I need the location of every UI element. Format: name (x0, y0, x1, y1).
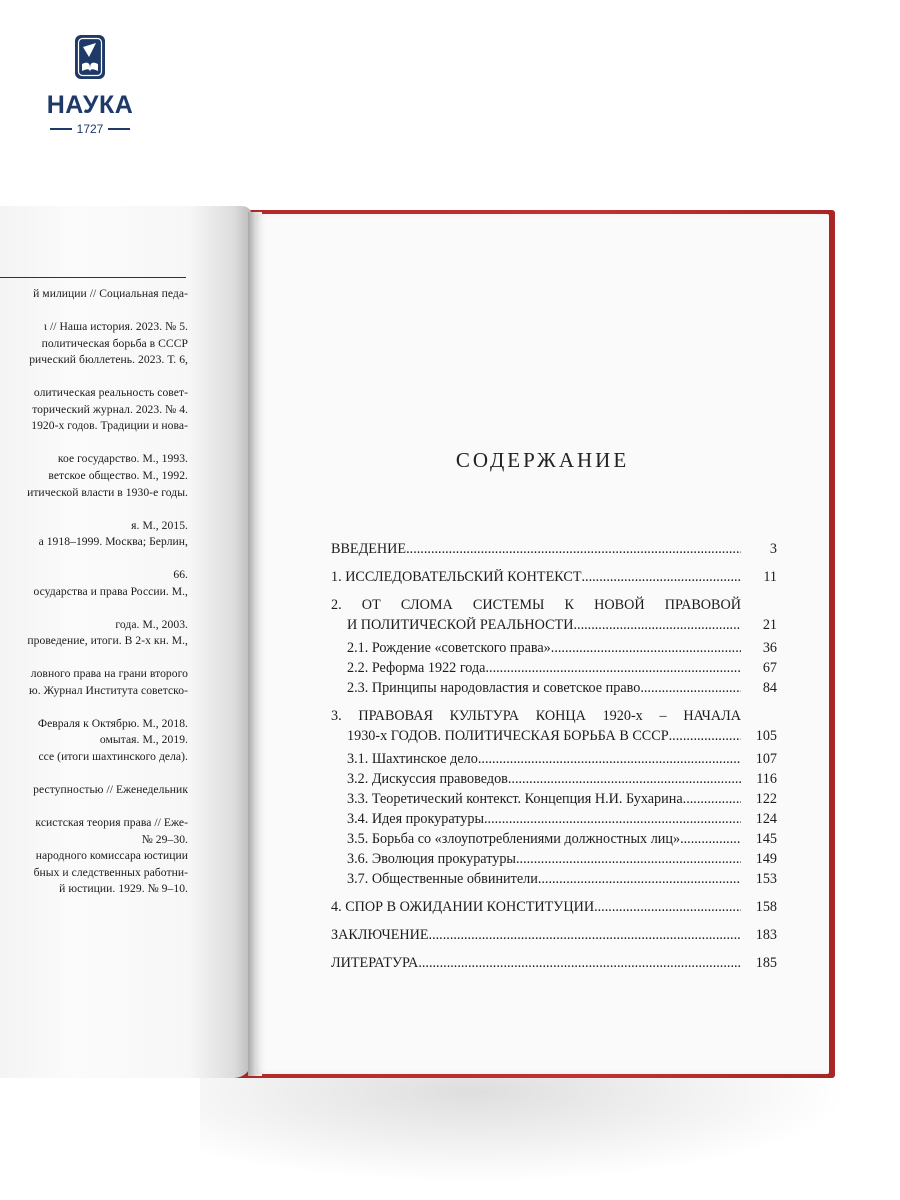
toc-title-cell (347, 811, 741, 828)
toc-title-cell (347, 728, 741, 745)
toc-title-cell (347, 680, 741, 697)
toc-entry-label: 3.7. Общественные обвинители (347, 871, 538, 887)
bibliography-line-text: ю. Журнал Института советско- (29, 683, 188, 697)
bibliography-line-text: ловного права на грани второго (30, 667, 188, 681)
publisher-logo[interactable] (40, 34, 140, 139)
bibliography-line (0, 385, 188, 402)
toc-page-number: 122 (755, 791, 777, 807)
toc-page-number: 183 (755, 927, 777, 943)
toc-entry-label: 3.2. Дискуссия правоведов (347, 771, 508, 787)
bibliography-gap (0, 600, 188, 616)
bibliography-line (0, 848, 188, 865)
bibliography-gap (0, 435, 188, 451)
publisher-name: НАУКА (46, 91, 134, 119)
toc-entry-label: 3.5. Борьба со «злоупотреблениями должностных лиц» (347, 831, 681, 847)
toc-title-cell (331, 955, 741, 972)
toc-entry-label: 2.2. Реформа 1922 года (347, 660, 486, 676)
publisher-year: 1727 (76, 122, 104, 136)
bibliography-line (0, 732, 188, 749)
toc-entry[interactable] (331, 768, 777, 788)
toc-title-cell (347, 751, 741, 768)
logo-rule-left (50, 128, 72, 130)
bibliography-line (0, 617, 188, 634)
toc-row (331, 748, 777, 768)
toc-entry-label: ЗАКЛЮЧЕНИЕ (331, 927, 429, 943)
toc-title-cell (347, 660, 741, 677)
toc-title-cell (331, 541, 741, 558)
bibliography-text (0, 286, 188, 898)
dot-leader (406, 541, 741, 558)
bibliography-line-text: омытая. М., 2019. (99, 733, 188, 747)
toc-entry-label: 1930-х ГОДОВ. ПОЛИТИЧЕСКАЯ БОРЬБА В СССР (347, 728, 669, 744)
bibliography-line-text: 66. (173, 568, 188, 582)
bibliography-line (0, 749, 188, 766)
toc-page-number: 158 (755, 899, 777, 915)
toc-entry-label: 4. СПОР В ОЖИДАНИИ КОНСТИТУЦИИ (331, 899, 595, 915)
bibliography-line-text: № 29–30. (141, 832, 188, 846)
bibliography-line (0, 402, 188, 419)
toc-entry[interactable] (331, 657, 777, 677)
bibliography-line (0, 815, 188, 832)
bibliography-gap (0, 766, 188, 782)
bibliography-line-text: осударства и права России. М., (33, 584, 188, 598)
bibliography-gap (0, 650, 188, 666)
toc-title-cell (347, 617, 741, 634)
book-quill-icon (74, 34, 106, 80)
contents-title: СОДЕРЖАНИЕ (455, 448, 630, 472)
toc-page-number: 116 (756, 771, 777, 787)
toc-row (331, 848, 777, 868)
bibliography-line (0, 451, 188, 468)
bibliography-gap (0, 799, 188, 815)
dot-leader (669, 728, 741, 745)
bibliography-line (0, 832, 188, 849)
toc-row (331, 868, 777, 888)
dot-leader (516, 851, 741, 868)
toc-title-cell (331, 899, 741, 916)
toc-entry[interactable] (331, 594, 777, 634)
toc-page-number: 107 (755, 751, 777, 767)
toc-title-cell (347, 871, 741, 888)
bibliography-line (0, 534, 188, 551)
toc-row (331, 725, 777, 745)
bibliography-line (0, 584, 188, 601)
bibliography-line-text: рический бюллетень. 2023. Т. 6, (29, 353, 188, 367)
bibliography-line (0, 418, 188, 435)
bibliography-line (0, 518, 188, 535)
bibliography-line (0, 286, 188, 303)
toc-title-cell (331, 927, 741, 944)
dot-leader (573, 617, 741, 634)
toc-page-number: 11 (763, 569, 777, 585)
bibliography-line (0, 633, 188, 650)
dot-leader (680, 831, 741, 848)
bibliography-line (0, 336, 188, 353)
toc-row (331, 637, 777, 657)
toc-page-number: 145 (755, 831, 777, 847)
toc-page-number: 67 (762, 660, 777, 676)
dot-leader (594, 899, 741, 916)
bibliography-line-text: торический журнал. 2023. № 4. (32, 402, 188, 416)
toc-entry[interactable] (331, 566, 777, 586)
toc-entry[interactable] (331, 952, 777, 972)
toc-entry-label: 3.4. Идея прокуратуры (347, 811, 484, 827)
bibliography-gap (0, 303, 188, 319)
toc-entry-label: 3.1. Шахтинское дело (347, 751, 478, 767)
bibliography-line-text: бных и следственных работни- (33, 865, 188, 879)
toc-entry[interactable] (331, 848, 777, 868)
bibliography-line-text: ксистская теория права // Еже- (35, 815, 188, 829)
dot-leader (508, 771, 741, 788)
bibliography-line (0, 485, 188, 502)
dot-leader (640, 680, 741, 697)
toc-row (331, 614, 777, 634)
toc-entry[interactable] (331, 637, 777, 657)
left-page (0, 206, 252, 1078)
toc-row (331, 538, 777, 558)
logo-rule-right (108, 128, 130, 130)
bibliography-gap (0, 699, 188, 715)
bibliography-line-text: ι // Наша история. 2023. № 5. (43, 319, 188, 333)
bibliography-line-text: й милиции // Социальная педа- (33, 287, 188, 300)
toc-row (331, 952, 777, 972)
bibliography-line (0, 567, 188, 584)
bibliography-line (0, 881, 188, 898)
toc-title-cell (347, 771, 741, 788)
dot-leader (551, 640, 741, 657)
bibliography-line-text: проведение, итоги. В 2-х кн. М., (27, 634, 188, 648)
toc-entry[interactable] (331, 828, 777, 848)
toc-page-number: 105 (755, 728, 777, 744)
toc-title-cell (331, 569, 741, 586)
table-of-contents (331, 538, 777, 972)
toc-page-number: 21 (762, 617, 777, 633)
toc-entry-label: ЛИТЕРАТУРА (331, 955, 419, 971)
bibliography-line-text: реступностью // Еженедельник (33, 782, 188, 796)
bibliography-line (0, 782, 188, 799)
toc-entry[interactable] (331, 705, 777, 745)
bibliography-line-text: й юстиции. 1929. № 9–10. (59, 882, 188, 896)
left-page-rule (0, 277, 186, 278)
bibliography-line (0, 716, 188, 733)
toc-entry-label: 2.3. Принципы народовластия и советское право (347, 680, 641, 696)
toc-row (331, 677, 777, 697)
toc-row (331, 768, 777, 788)
toc-title-cell (347, 831, 741, 848)
toc-row (331, 657, 777, 677)
toc-entry-label: 3.6. Эволюция прокуратуры (347, 851, 516, 867)
bibliography-line-text: народного комиссара юстиции (35, 849, 188, 863)
toc-entry[interactable] (331, 896, 777, 916)
toc-entry[interactable] (331, 868, 777, 888)
dot-leader (478, 751, 741, 768)
bibliography-line-text: кое государство. М., 1993. (57, 452, 188, 466)
publisher-year-row (40, 122, 140, 136)
toc-title-cell (347, 791, 741, 808)
toc-row (331, 896, 777, 916)
toc-entry-line1 (331, 594, 777, 614)
toc-entry-label: И ПОЛИТИЧЕСКОЙ РЕАЛЬНОСТИ (347, 617, 574, 633)
toc-page-number: 185 (755, 955, 777, 971)
bibliography-line-text: я. М., 2015. (131, 518, 188, 532)
dot-leader (429, 927, 741, 944)
toc-page-number: 36 (762, 640, 777, 656)
toc-row (331, 788, 777, 808)
bibliography-line (0, 865, 188, 882)
bibliography-line-text: года. М., 2003. (115, 617, 188, 631)
toc-row (331, 566, 777, 586)
dot-leader (484, 811, 741, 828)
bibliography-gap (0, 501, 188, 517)
bibliography-line-text: ссе (итоги шахтинского дела). (38, 750, 188, 763)
bibliography-line-text: ветское общество. М., 1992. (48, 468, 188, 482)
toc-entry-label: 3. ПРАВОВАЯ КУЛЬТУРА КОНЦА 1920-х – НАЧАЛА (331, 708, 741, 724)
bibliography-line-text: Февраля к Октябрю. М., 2018. (37, 716, 188, 730)
toc-row (331, 808, 777, 828)
bibliography-line (0, 683, 188, 700)
toc-entry-line1 (331, 705, 777, 725)
toc-entry-label: 1. ИССЛЕДОВАТЕЛЬСКИЙ КОНТЕКСТ (331, 569, 582, 585)
toc-page-number: 124 (755, 811, 777, 827)
toc-title-cell (347, 640, 741, 657)
bibliography-line-text: 1920-х годов. Традиции и нова- (31, 419, 188, 433)
toc-page-number: 149 (755, 851, 777, 867)
bibliography-line-text: олитическая реальность совет- (33, 386, 188, 400)
dot-leader (538, 871, 741, 888)
bibliography-line (0, 666, 188, 683)
bibliography-gap (0, 551, 188, 567)
bibliography-line (0, 319, 188, 336)
dot-leader (581, 569, 741, 586)
toc-entry[interactable] (331, 748, 777, 768)
toc-entry[interactable] (331, 677, 777, 697)
bibliography-line-text: а 1918–1999. Москва; Берлин, (38, 535, 188, 549)
toc-title-cell (347, 851, 741, 868)
toc-row (331, 924, 777, 944)
toc-entry-label: ВВЕДЕНИЕ (331, 541, 407, 557)
toc-page-number: 3 (769, 541, 777, 557)
dot-leader (683, 791, 741, 808)
toc-entry-label: 2.1. Рождение «советского права» (347, 640, 551, 656)
toc-entry[interactable] (331, 924, 777, 944)
toc-page-number: 153 (755, 871, 777, 887)
bibliography-line-text: итической власти в 1930-е годы. (27, 485, 188, 499)
toc-entry-label: 3.3. Теоретический контекст. Концепция Н.И. Бухарина (347, 791, 683, 807)
bibliography-gap (0, 369, 188, 385)
bibliography-line (0, 468, 188, 485)
toc-entry[interactable] (331, 808, 777, 828)
bibliography-line (0, 352, 188, 369)
bibliography-line-text: политическая борьба в СССР (41, 336, 188, 350)
toc-entry-label: 2. ОТ СЛОМА СИСТЕМЫ К НОВОЙ ПРАВОВОЙ (331, 597, 741, 613)
toc-page-number: 84 (762, 680, 777, 696)
toc-entry[interactable] (331, 788, 777, 808)
toc-entry[interactable] (331, 538, 777, 558)
dot-leader (485, 660, 741, 677)
dot-leader (418, 955, 741, 972)
toc-row (331, 828, 777, 848)
